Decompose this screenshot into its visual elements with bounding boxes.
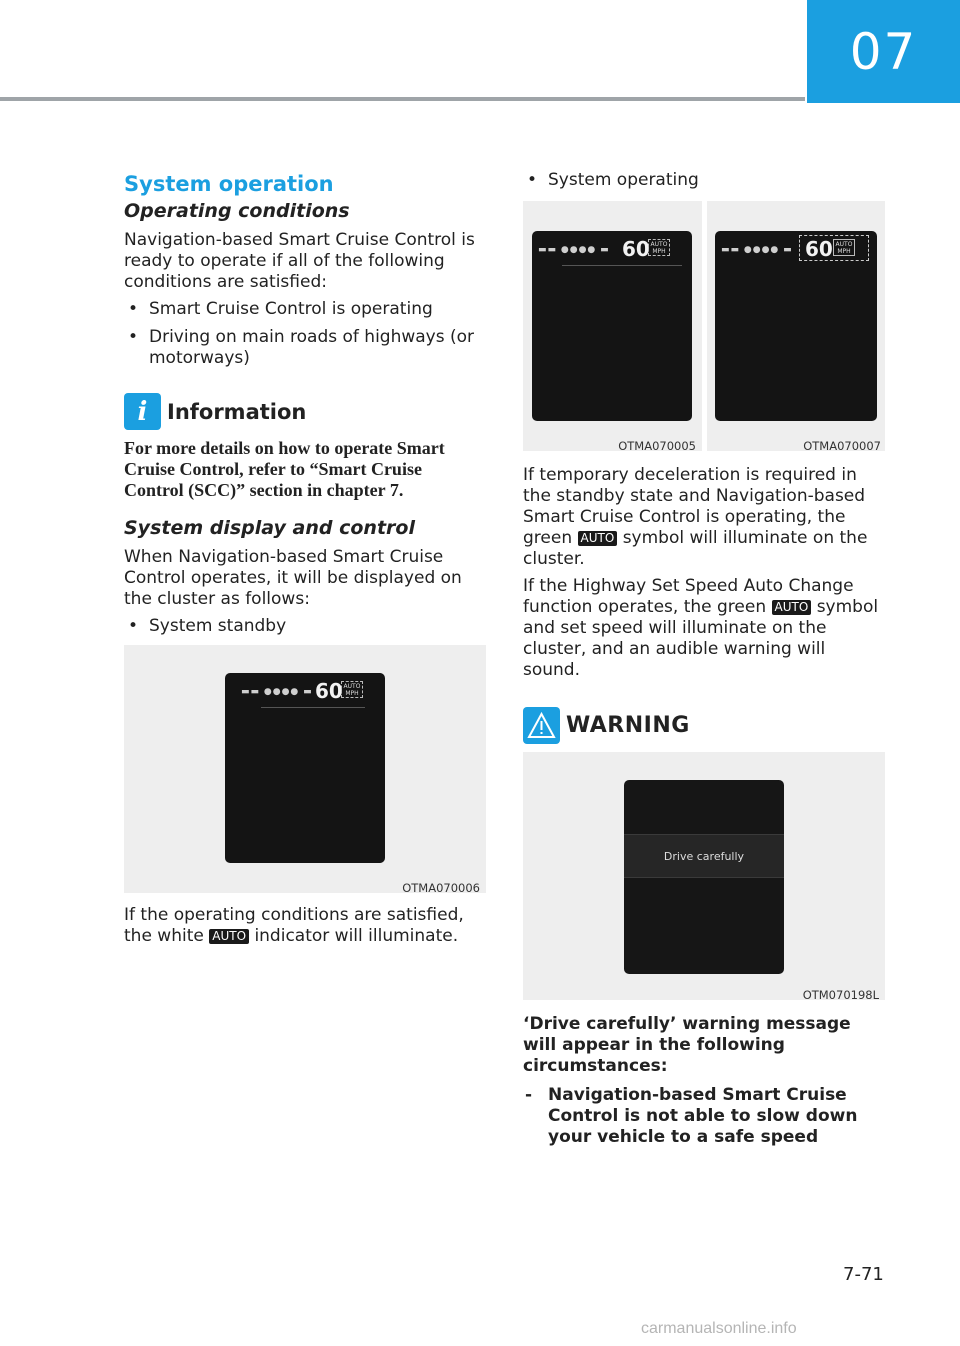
standby-bullet: • System standby (124, 616, 486, 637)
image-caption: OTM070198L (802, 988, 879, 1002)
auto-indicator-icon: AUTO MPH (648, 239, 670, 256)
operating-conditions-title: Operating conditions (124, 200, 350, 222)
cluster-screen (225, 673, 385, 863)
cluster-screen (624, 780, 784, 974)
image-caption: OTMA070005 (618, 439, 696, 453)
section-title: System operation (124, 172, 334, 196)
drive-carefully-message: Drive carefully (663, 849, 745, 863)
car-distance-icon: ▬▬ ●●●● ▬ (721, 245, 793, 255)
information-text: For more details on how to operate Smart Cruise Control, refer to “Smart Cruise Control (SCC)” section in chapter 7. (124, 438, 445, 500)
information-label: Information (167, 399, 307, 424)
auto-chip: AUTO (209, 929, 249, 944)
operating-cluster-image-b (707, 201, 885, 451)
left-column (124, 170, 486, 953)
warning-heading (523, 707, 885, 744)
cluster-divider (562, 265, 682, 266)
message-band (624, 834, 784, 878)
header-rule (0, 97, 805, 101)
warning-label: WARNING (566, 713, 690, 738)
condition-item: • Driving on main roads of highways (or motorways) (124, 327, 486, 369)
operating-bullet: • System operating (523, 170, 885, 191)
auto-indicator-icon: AUTO MPH (833, 239, 855, 256)
set-speed: 60 (315, 679, 343, 703)
circumstance-item: - Navigation-based Smart Cruise Control is not able to slow down your vehicle to a safe speed (523, 1085, 885, 1148)
standby-cluster-image (124, 645, 486, 893)
watermark: carmanualsonline.info (641, 1320, 797, 1337)
image-caption: OTMA070006 (402, 881, 480, 895)
information-heading (124, 393, 486, 430)
display-intro: When Navigation-based Smart Cruise Control operates, it will be displayed on the cluster as follows: (124, 547, 462, 609)
condition-item: • Smart Cruise Control is operating (124, 299, 486, 320)
auto-chip: AUTO (772, 600, 812, 615)
display-control-title: System display and control (124, 517, 415, 539)
cluster-screen (532, 231, 692, 421)
operating-images (523, 201, 885, 451)
right-column (523, 170, 885, 1155)
set-speed: 60 (805, 237, 833, 261)
cluster-divider (261, 707, 365, 708)
warning-icon (523, 707, 560, 744)
auto-chip: AUTO (578, 531, 618, 546)
car-distance-icon: ▬▬ ●●●● ▬ (538, 245, 610, 255)
image-caption: OTMA070007 (803, 439, 881, 453)
warning-intro: ‘Drive carefully’ warning message will appear in the following circumstances: (523, 1014, 851, 1076)
operating-intro: Navigation-based Smart Cruise Control is ready to operate if all of the following conditions are satisfied: (124, 230, 475, 292)
highway-set-speed-text: If the Highway Set Speed Auto Change function operates, the green AUTO symbol and set speed will illuminate on the cluster, and an audible warning will sound. (523, 576, 879, 680)
information-icon: i (124, 393, 161, 430)
temporary-deceleration-text: If temporary deceleration is required in the standby state and Navigation-based Smart Cruise Control is operating, the green AUTO symbol will illuminate on the cluster. (523, 465, 868, 569)
car-distance-icon: ▬▬ ●●●● ▬ (241, 687, 313, 697)
set-speed: 60 (622, 237, 650, 261)
auto-indicator-icon: AUTO MPH (341, 681, 363, 698)
operating-cluster-image-a (523, 201, 702, 451)
chapter-tab: 07 (807, 0, 960, 103)
white-auto-text: If the operating conditions are satisfied, the white AUTO indicator will illuminate. (124, 905, 464, 946)
page-number: 7-71 (843, 1264, 884, 1285)
drive-carefully-image (523, 752, 885, 1000)
cluster-screen (715, 231, 877, 421)
